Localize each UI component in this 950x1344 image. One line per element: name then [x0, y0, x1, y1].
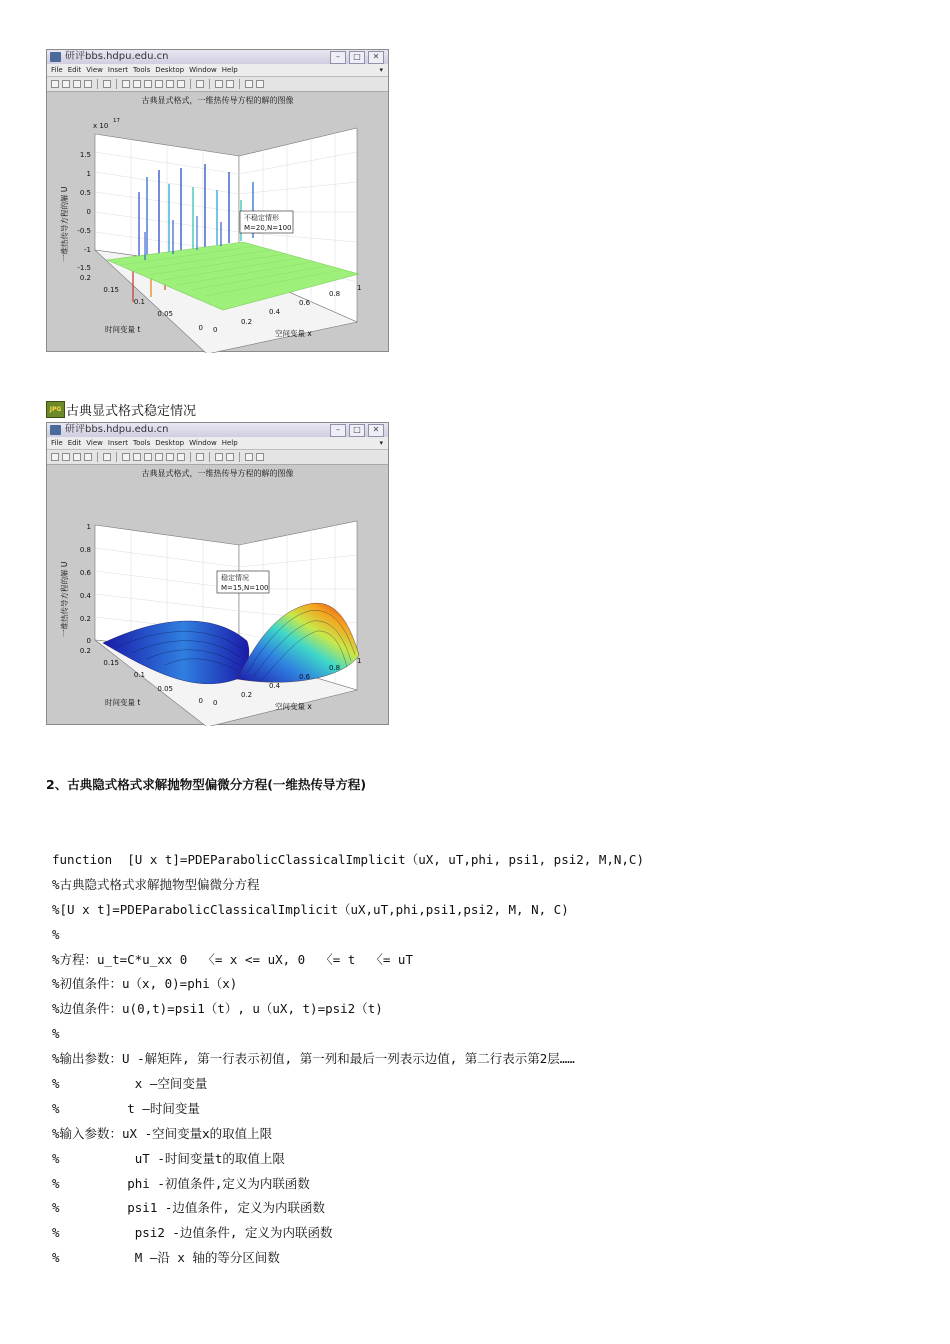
exponent-power: 17 [113, 118, 120, 124]
z-tick: 0.2 [79, 615, 91, 623]
x-axis-label: 空间变量 x [275, 329, 312, 338]
toolbar-separator [97, 452, 98, 462]
menu-help[interactable]: Help [221, 439, 238, 447]
x-tick: 1 [357, 284, 362, 292]
t-tick: 0.15 [103, 659, 119, 667]
code-line: %[U x t]=PDEParabolicClassicalImplicit（uX,uT,phi,psi1,psi2, M, N, C) [52, 901, 569, 917]
menu-insert[interactable]: Insert [107, 439, 128, 447]
annotation-line1: 不稳定情形 [244, 214, 279, 222]
print-icon[interactable] [84, 80, 92, 88]
x-tick: 0.2 [241, 318, 253, 326]
x-tick: 0.8 [329, 664, 341, 672]
code-line: % uT -时间变量t的取值上限 [52, 1150, 285, 1166]
code-line: % t —时间变量 [52, 1100, 200, 1116]
z-tick: -1 [84, 246, 91, 254]
t-tick: 0.05 [157, 685, 173, 693]
toolbar-separator [97, 79, 98, 89]
code-line: % psi1 -边值条件, 定义为内联函数 [52, 1200, 325, 1216]
show-plot-tools-icon[interactable] [256, 80, 264, 88]
toolbar-separator [239, 79, 240, 89]
jpg-file-icon: JPG [46, 401, 65, 418]
menu-desktop[interactable]: Desktop [155, 66, 185, 74]
toolbar-separator [190, 452, 191, 462]
rotate-3d-icon[interactable] [155, 453, 163, 461]
new-figure-icon[interactable] [51, 453, 59, 461]
legend-icon[interactable] [226, 453, 234, 461]
save-icon[interactable] [73, 80, 81, 88]
z-tick: 0.4 [79, 592, 91, 600]
close-icon[interactable]: ✕ [368, 51, 384, 64]
annotation-line1: 稳定情况 [221, 574, 249, 582]
annotation-line2: M=15,N=100 [221, 584, 269, 592]
data-cursor-icon[interactable] [166, 80, 174, 88]
exponent-label: x 10 [93, 122, 109, 130]
show-plot-tools-icon[interactable] [256, 453, 264, 461]
surface-plot-unstable [47, 92, 390, 353]
new-figure-icon[interactable] [51, 80, 59, 88]
toolbar-separator [116, 452, 117, 462]
code-line: %方程：u_t=C*u_xx 0 〈= x <= uX, 0 〈= t 〈= uT [52, 951, 413, 967]
x-tick: 0.6 [299, 673, 311, 681]
menu-file[interactable]: File [51, 439, 63, 447]
image-caption [46, 400, 196, 419]
brush-icon[interactable] [177, 453, 185, 461]
figure-toolbar [47, 77, 388, 92]
figure-toolbar [47, 450, 388, 465]
matlab-app-icon [50, 52, 61, 62]
code-line: % phi -初值条件,定义为内联函数 [52, 1175, 310, 1191]
matlab-figure-window-unstable [46, 49, 389, 352]
select-arrow-icon[interactable] [103, 453, 111, 461]
select-arrow-icon[interactable] [103, 80, 111, 88]
pan-icon[interactable] [144, 80, 152, 88]
x-tick: 0.4 [269, 682, 281, 690]
window-buttons [330, 51, 384, 64]
t-tick: 0 [198, 324, 203, 332]
caption-text: 古典显式格式稳定情况 [66, 404, 197, 419]
x-tick: 1 [357, 657, 362, 665]
menu-overflow-icon[interactable]: ▾ [379, 66, 383, 74]
annotation-line2: M=20,N=100 [244, 224, 292, 232]
save-icon[interactable] [73, 453, 81, 461]
t-tick: 0.1 [133, 298, 145, 306]
rotate-3d-icon[interactable] [155, 80, 163, 88]
maximize-icon[interactable]: □ [349, 51, 365, 64]
figure-menubar [47, 64, 388, 77]
code-line: % [52, 926, 60, 942]
matlab-figure-window-stable [46, 422, 389, 725]
code-line: % [52, 1026, 60, 1042]
menu-overflow-icon[interactable]: ▾ [379, 439, 383, 447]
code-line: % psi2 -边值条件, 定义为内联函数 [52, 1225, 333, 1241]
code-line: % x —空间变量 [52, 1076, 208, 1092]
data-cursor-icon[interactable] [166, 453, 174, 461]
z-tick: -1.5 [77, 264, 91, 272]
menu-view[interactable]: View [86, 439, 103, 447]
zoom-out-icon[interactable] [133, 80, 141, 88]
z-tick: 0.6 [79, 569, 91, 577]
x-tick: 0.6 [299, 299, 311, 307]
menu-window[interactable]: Window [189, 66, 217, 74]
t-tick: 0.1 [133, 671, 145, 679]
zoom-out-icon[interactable] [133, 453, 141, 461]
x-tick: 0.8 [329, 290, 341, 298]
toolbar-separator [209, 452, 210, 462]
t-tick: 0.05 [157, 310, 173, 318]
toolbar-separator [116, 79, 117, 89]
z-tick: 0.8 [79, 546, 91, 554]
t-tick: 0 [198, 697, 203, 705]
plot-area[interactable] [47, 465, 388, 724]
figure-titlebar [47, 423, 388, 437]
maximize-icon[interactable]: □ [349, 424, 365, 437]
code-line: %边值条件：u(0,t)=psi1（t）, u（uX, t)=psi2（t) [52, 1001, 383, 1017]
t-tick: 0.2 [79, 274, 91, 282]
figure-menubar [47, 437, 388, 450]
x-tick: 0.4 [269, 308, 281, 316]
menu-insert[interactable]: Insert [107, 66, 128, 74]
brush-icon[interactable] [177, 80, 185, 88]
minimize-icon[interactable]: – [330, 51, 346, 64]
t-tick: 0.2 [79, 647, 91, 655]
menu-window[interactable]: Window [189, 439, 217, 447]
menu-tools[interactable]: Tools [132, 66, 151, 74]
z-tick: 1 [86, 523, 91, 531]
code-line: function [U x t]=PDEParabolicClassicalImplicit（uX, uT,phi, psi1, psi2, M,N,C) [52, 852, 644, 867]
code-line: %初值条件：u（x, 0)=phi（x) [52, 976, 238, 992]
plot-title: 古典显式格式，一维热传导方程的解的图像 [141, 469, 294, 478]
surface-plot-stable [47, 465, 390, 726]
x-tick: 0 [213, 326, 218, 334]
z-tick: -0.5 [77, 227, 91, 235]
zoom-in-icon[interactable] [122, 453, 130, 461]
hide-plot-tools-icon[interactable] [245, 80, 253, 88]
toolbar-separator [190, 79, 191, 89]
colorbar-icon[interactable] [215, 80, 223, 88]
legend-icon[interactable] [226, 80, 234, 88]
code-line: %古典隐式格式求解抛物型偏微分方程 [52, 876, 260, 892]
t-tick: 0.15 [103, 286, 119, 294]
menu-desktop[interactable]: Desktop [155, 439, 185, 447]
x-tick: 0.2 [241, 691, 253, 699]
menu-edit[interactable]: Edit [67, 66, 82, 74]
menu-tools[interactable]: Tools [132, 439, 151, 447]
menu-help[interactable]: Help [221, 66, 238, 74]
x-axis-label: 空间变量 x [275, 702, 312, 711]
toolbar-separator [209, 79, 210, 89]
x-tick: 0 [213, 699, 218, 707]
z-tick: 0 [86, 637, 91, 645]
window-title: 研评bbs.hdpu.edu.cn [65, 424, 169, 435]
link-plot-icon[interactable] [196, 80, 204, 88]
z-tick: 0.5 [79, 189, 91, 197]
menu-file[interactable]: File [51, 66, 63, 74]
t-axis-label: 时间变量 t [105, 698, 141, 707]
z-tick: 1.5 [79, 151, 91, 159]
z-axis-label: 一维热传导方程的解 U [60, 561, 69, 637]
open-file-icon[interactable] [62, 453, 70, 461]
menu-edit[interactable]: Edit [67, 439, 82, 447]
minimize-icon[interactable]: – [330, 424, 346, 437]
section-heading: 2、古典隐式格式求解抛物型偏微分方程(一维热传导方程) [46, 777, 367, 792]
plot-title: 古典显式格式，一维热传导方程的解的图像 [141, 96, 294, 105]
code-line: % M —沿 x 轴的等分区间数 [52, 1250, 280, 1266]
z-tick: 0 [86, 208, 91, 216]
close-icon[interactable]: ✕ [368, 424, 384, 437]
window-title: 研评bbs.hdpu.edu.cn [65, 51, 169, 62]
plot-area[interactable] [47, 92, 388, 351]
toolbar-separator [239, 452, 240, 462]
z-axis-label: 一维热传导方程的解 U [60, 186, 69, 262]
hide-plot-tools-icon[interactable] [245, 453, 253, 461]
code-line: %输入参数：uX -空间变量x的取值上限 [52, 1125, 273, 1141]
pan-icon[interactable] [144, 453, 152, 461]
colorbar-icon[interactable] [215, 453, 223, 461]
z-tick: 1 [86, 170, 91, 178]
code-listing [52, 848, 644, 1271]
t-axis-label: 时间变量 t [105, 325, 141, 334]
window-buttons [330, 424, 384, 437]
code-line: %输出参数：U -解矩阵, 第一行表示初值, 第一列和最后一列表示边值, 第二行表示第2层…… [52, 1051, 575, 1067]
link-plot-icon[interactable] [196, 453, 204, 461]
matlab-app-icon [50, 425, 61, 435]
zoom-in-icon[interactable] [122, 80, 130, 88]
print-icon[interactable] [84, 453, 92, 461]
open-file-icon[interactable] [62, 80, 70, 88]
menu-view[interactable]: View [86, 66, 103, 74]
figure-titlebar [47, 50, 388, 64]
